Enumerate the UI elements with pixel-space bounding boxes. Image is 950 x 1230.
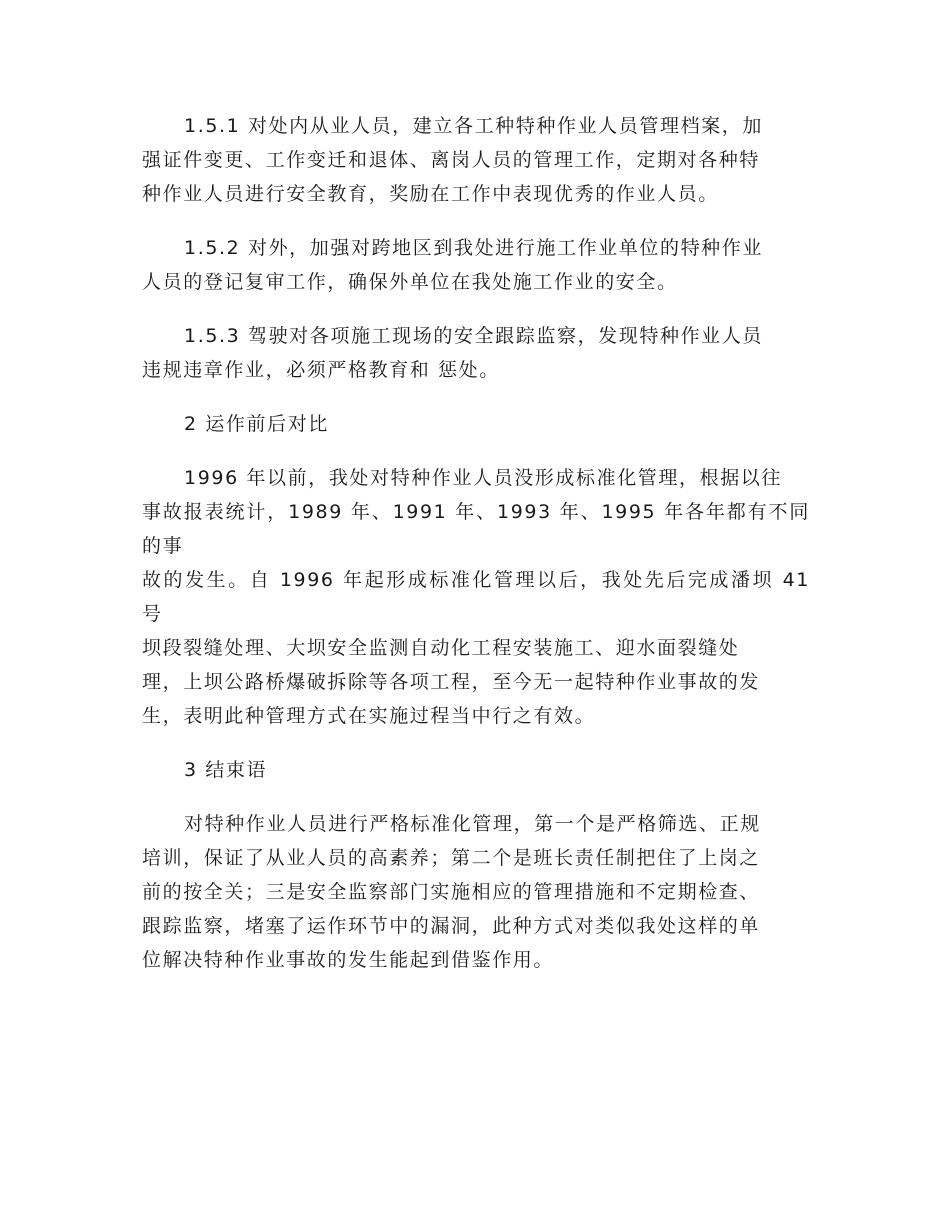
text-line: 故的发生。自 1996 年起形成标准化管理以后，我处先后完成潘坝 41 号 [142,569,810,625]
section-heading-3: 3 结束语 [184,759,268,781]
text-line: 1996 年以前，我处对特种作业人员没形成标准化管理，根据以往 [184,467,782,489]
text-line: 违规违章作业，必须严格教育和 惩处。 [142,359,500,381]
text-line: 前的按全关；三是安全监察部门实施相应的管理措施和不定期检查、 [142,881,761,903]
text-line: 强证件变更、工作变迁和退体、离岗人员的管理工作，定期对各种特 [142,149,761,171]
text-line: 1.5.2 对外，加强对跨地区到我处进行施工作业单位的特种作业 [184,237,763,259]
text-line: 1.5.3 驾驶对各项施工现场的安全跟踪监察，发现特种作业人员 [184,325,763,347]
text-line: 事故报表统计，1989 年、1991 年、1993 年、1995 年各年都有不同的事 [142,501,810,557]
text-line: 理，上坝公路桥爆破拆除等各项工程，至今无一起特种作业事故的发 [142,671,761,693]
text-line: 人员的登记复审工作，确保外单位在我处施工作业的安全。 [142,271,678,293]
paragraph-1-5-1 [142,109,810,211]
section-heading-2: 2 运作前后对比 [184,413,329,435]
text-line: 生，表明此种管理方式在实施过程当中行之有效。 [142,705,596,727]
text-line: 位解决特种作业事故的发生能起到借鉴作用。 [142,949,555,971]
paragraph-section-3 [142,807,810,977]
paragraph-1-5-2 [142,231,810,299]
paragraph-1-5-3 [142,319,810,387]
text-line: 跟踪监察，堵塞了运作环节中的漏洞，此种方式对类似我处这样的单 [142,915,761,937]
text-line: 对特种作业人员进行严格标准化管理，第一个是严格筛选、正规 [184,813,761,835]
text-line: 1.5.1 对处内从业人员，建立各工种特种作业人员管理档案，加 [184,115,763,137]
text-line: 种作业人员进行安全教育，奖励在工作中表现优秀的作业人员。 [142,183,719,205]
paragraph-section-2 [142,461,810,733]
text-line: 坝段裂缝处理、大坝安全监测自动化工程安装施工、迎水面裂缝处 [142,637,740,659]
text-line: 培训，保证了从业人员的高素养；第二个是班长责任制把住了上岗之 [142,847,761,869]
